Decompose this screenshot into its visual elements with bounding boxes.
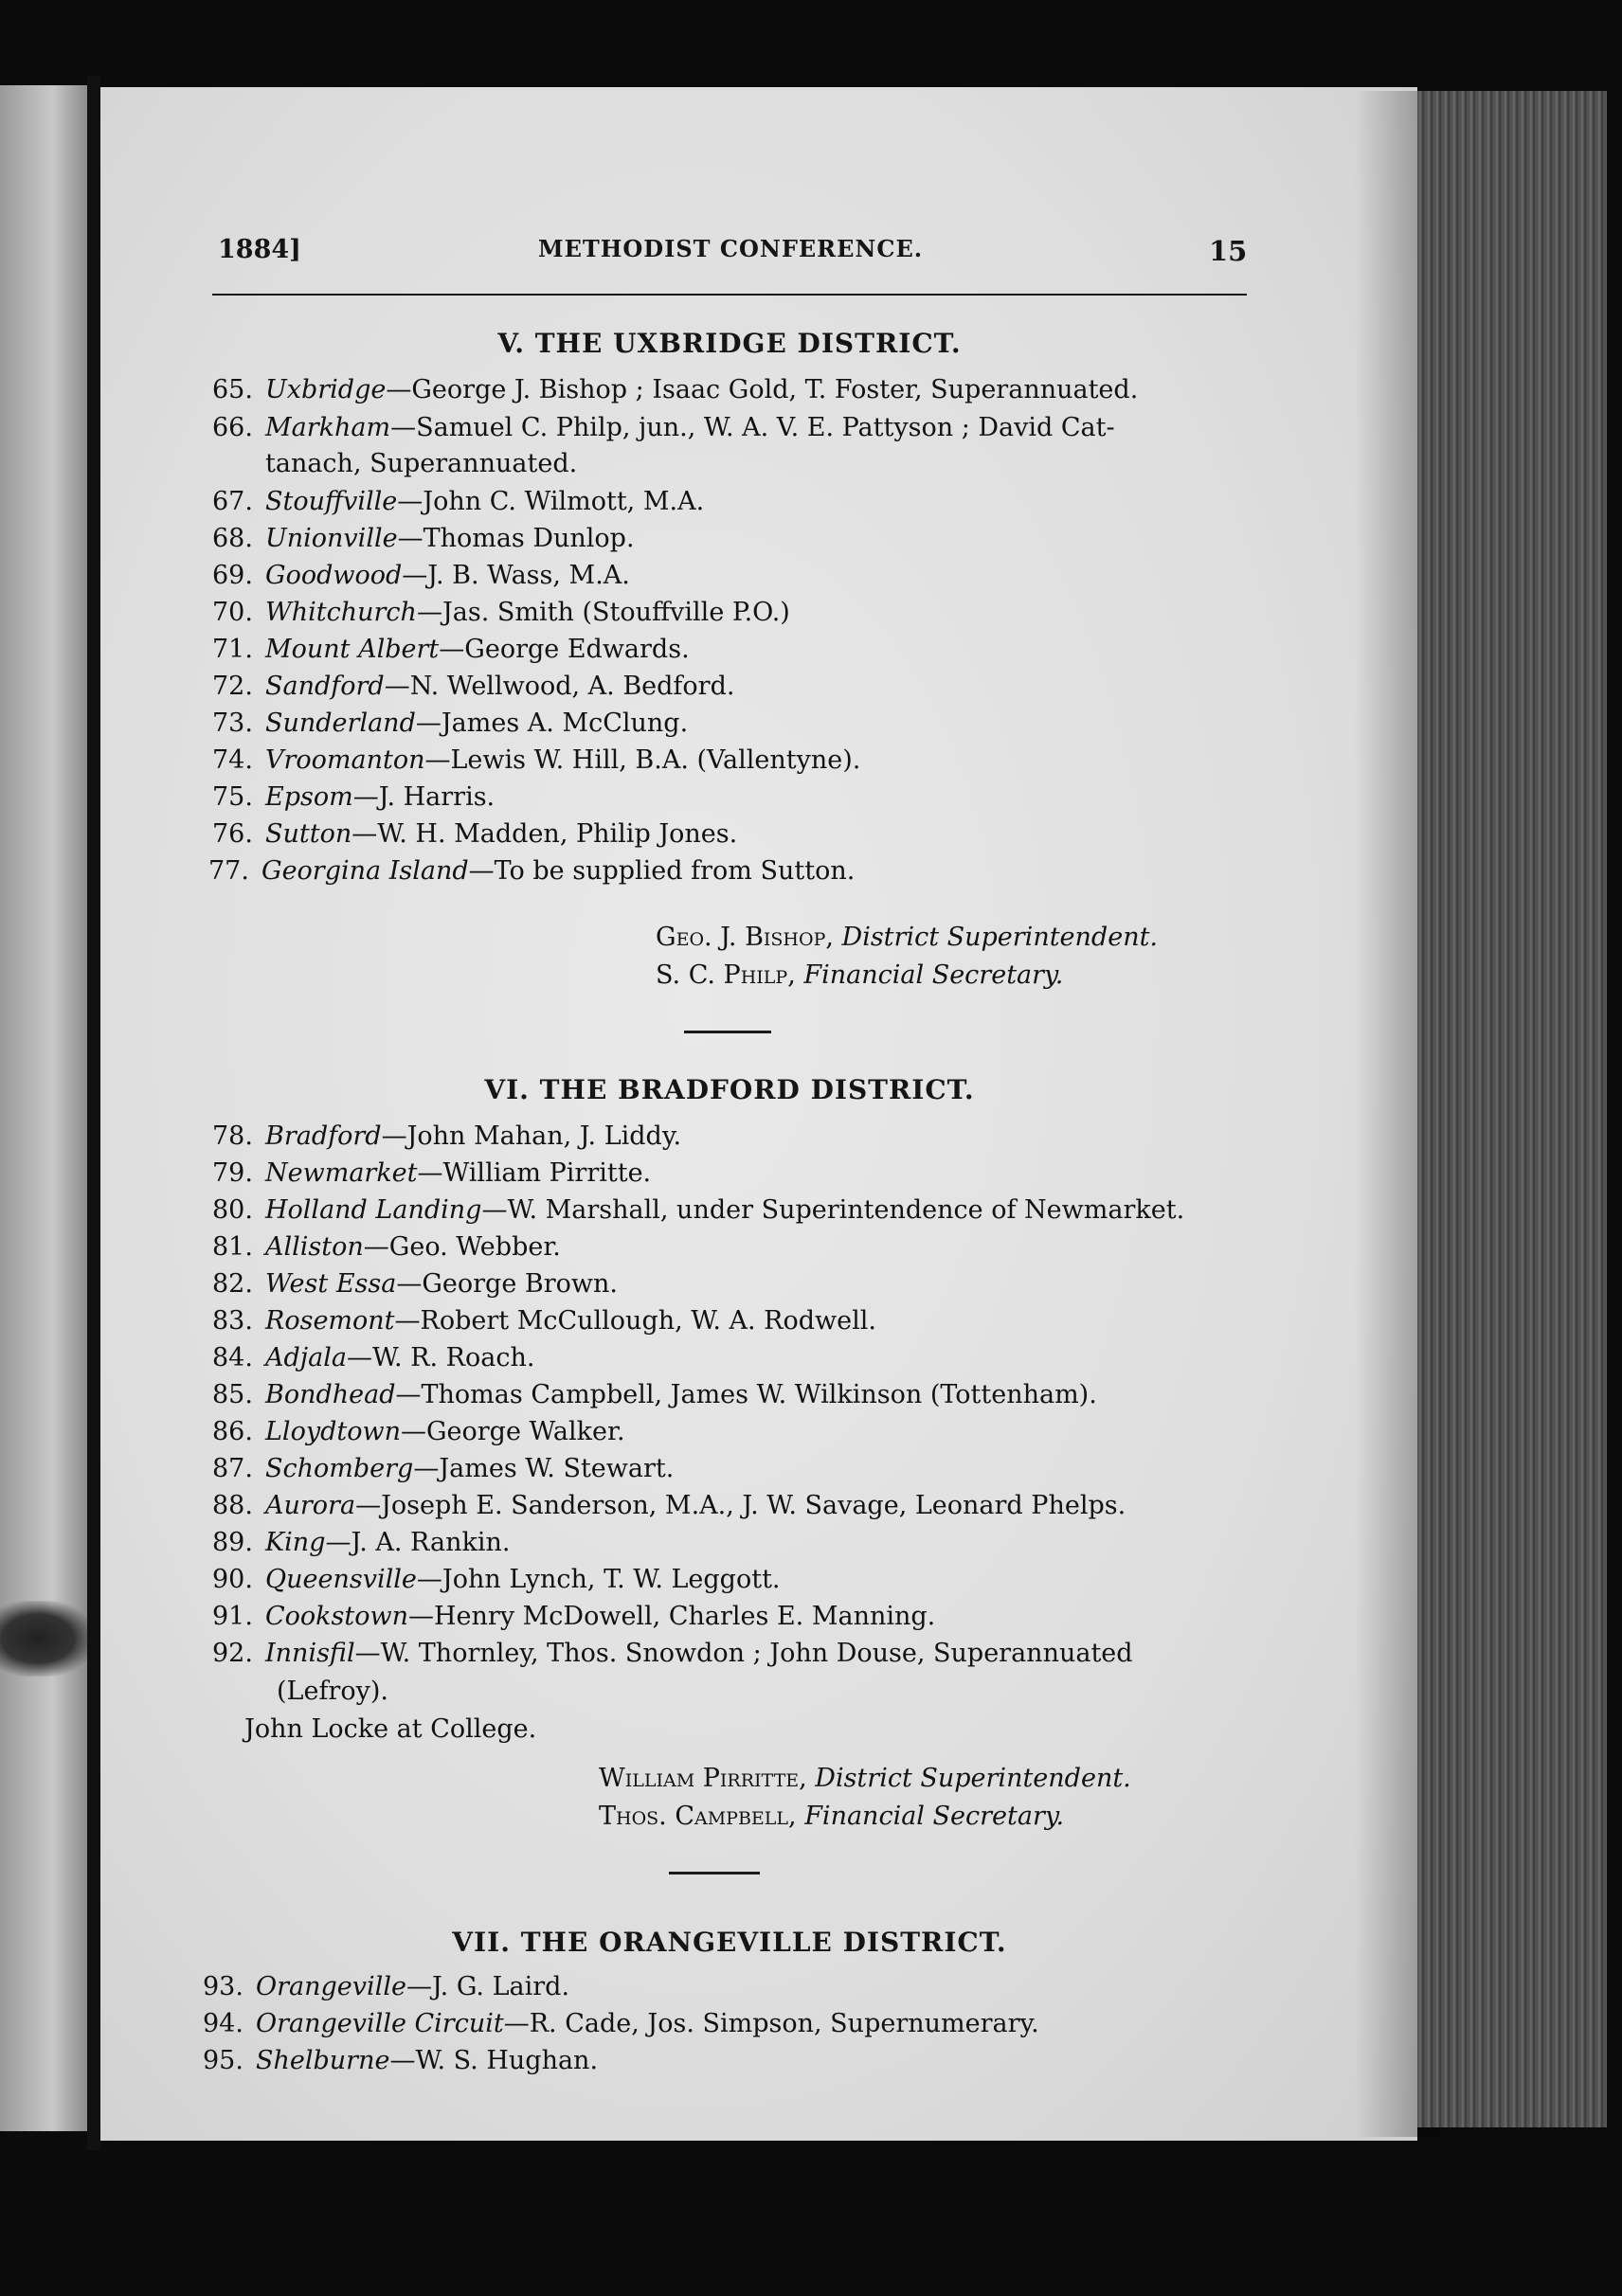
list-item: 94. Orangeville Circuit—R. Cade, Jos. Simpson, Supernumerary. bbox=[203, 2009, 1039, 2038]
district-heading-uxbridge: V. THE UXBRIDGE DISTRICT. bbox=[497, 328, 962, 359]
list-item: 82. West Essa—George Brown. bbox=[212, 1269, 618, 1299]
district-heading-bradford: VI. THE BRADFORD DISTRICT. bbox=[484, 1074, 975, 1105]
list-item: 67. Stouffville—John C. Wilmott, M.A. bbox=[212, 487, 705, 516]
list-item: 76. Sutton—W. H. Madden, Philip Jones. bbox=[212, 819, 738, 849]
list-item: 66. Markham—Samuel C. Philp, jun., W. A. V. E. Pattyson ; David Cat- bbox=[212, 413, 1115, 442]
list-item: 72. Sandford—N. Wellwood, A. Bedford. bbox=[212, 672, 735, 701]
facing-page-edge bbox=[0, 85, 87, 2131]
list-item: 88. Aurora—Joseph E. Sanderson, M.A., J. W. Savage, Leonard Phelps. bbox=[212, 1491, 1126, 1520]
list-item: 70. Whitchurch—Jas. Smith (Stouffville P.O.) bbox=[212, 598, 790, 627]
list-item: 95. Shelburne—W. S. Hughan. bbox=[203, 2046, 599, 2075]
page-number: 15 bbox=[1209, 235, 1248, 267]
list-item: 92. Innisfil—W. Thornley, Thos. Snowdon ; John Douse, Superannuated bbox=[212, 1639, 1133, 1668]
list-item: 91. Cookstown—Henry McDowell, Charles E. Manning. bbox=[212, 1602, 936, 1631]
list-item: 85. Bondhead—Thomas Campbell, James W. Wilkinson (Tottenham). bbox=[212, 1380, 1097, 1409]
signature-district-superintendent: Geo. J. Bishop, District Superintendent. bbox=[656, 923, 1159, 952]
section-divider bbox=[684, 1031, 771, 1033]
list-item: 87. Schomberg—James W. Stewart. bbox=[212, 1454, 675, 1483]
list-item: 73. Sunderland—James A. McClung. bbox=[212, 709, 689, 738]
ink-stain bbox=[0, 1601, 95, 1677]
list-item: 90. Queensville—John Lynch, T. W. Leggott. bbox=[212, 1565, 781, 1594]
list-item: 65. Uxbridge—George J. Bishop ; Isaac Gold, T. Foster, Superannuated. bbox=[212, 375, 1139, 404]
list-item: 77. Georgina Island—To be supplied from Sutton. bbox=[208, 856, 856, 886]
header-year: 1884] bbox=[218, 235, 301, 264]
page-block-edges bbox=[1417, 91, 1607, 2127]
list-item: 93. Orangeville—J. G. Laird. bbox=[203, 1972, 570, 2001]
list-item: 68. Unionville—Thomas Dunlop. bbox=[212, 524, 635, 553]
list-item: 75. Epsom—J. Harris. bbox=[212, 782, 496, 812]
district-heading-orangeville: VII. THE ORANGEVILLE DISTRICT. bbox=[452, 1927, 1007, 1958]
list-item: 69. Goodwood—J. B. Wass, M.A. bbox=[212, 561, 630, 590]
list-item-continuation: (Lefroy). bbox=[277, 1677, 388, 1706]
list-item: 78. Bradford—John Mahan, J. Liddy. bbox=[212, 1121, 682, 1151]
list-item: 81. Alliston—Geo. Webber. bbox=[212, 1232, 561, 1262]
list-item: 89. King—J. A. Rankin. bbox=[212, 1528, 511, 1557]
signature-financial-secretary: S. C. Philp, Financial Secretary. bbox=[656, 960, 1064, 990]
list-item: 80. Holland Landing—W. Marshall, under Superintendence of Newmarket. bbox=[212, 1195, 1185, 1225]
header-title: METHODIST CONFERENCE. bbox=[538, 235, 924, 262]
list-item: 86. Lloydtown—George Walker. bbox=[212, 1417, 625, 1446]
college-note: John Locke at College. bbox=[244, 1714, 537, 1744]
list-item: 71. Mount Albert—George Edwards. bbox=[212, 635, 690, 664]
list-item: 74. Vroomanton—Lewis W. Hill, B.A. (Vallentyne). bbox=[212, 745, 861, 775]
book-gutter bbox=[87, 76, 100, 2150]
signature-financial-secretary: Thos. Campbell, Financial Secretary. bbox=[599, 1802, 1065, 1831]
list-item: 84. Adjala—W. R. Roach. bbox=[212, 1343, 535, 1372]
section-divider bbox=[669, 1872, 760, 1874]
list-item: 79. Newmarket—William Pirritte. bbox=[212, 1158, 652, 1188]
header-rule bbox=[212, 294, 1247, 296]
list-item-continuation: tanach, Superannuated. bbox=[265, 449, 578, 478]
signature-district-superintendent: William Pirritte, District Superintendent. bbox=[599, 1764, 1131, 1793]
list-item: 83. Rosemont—Robert McCullough, W. A. Rodwell. bbox=[212, 1306, 876, 1336]
